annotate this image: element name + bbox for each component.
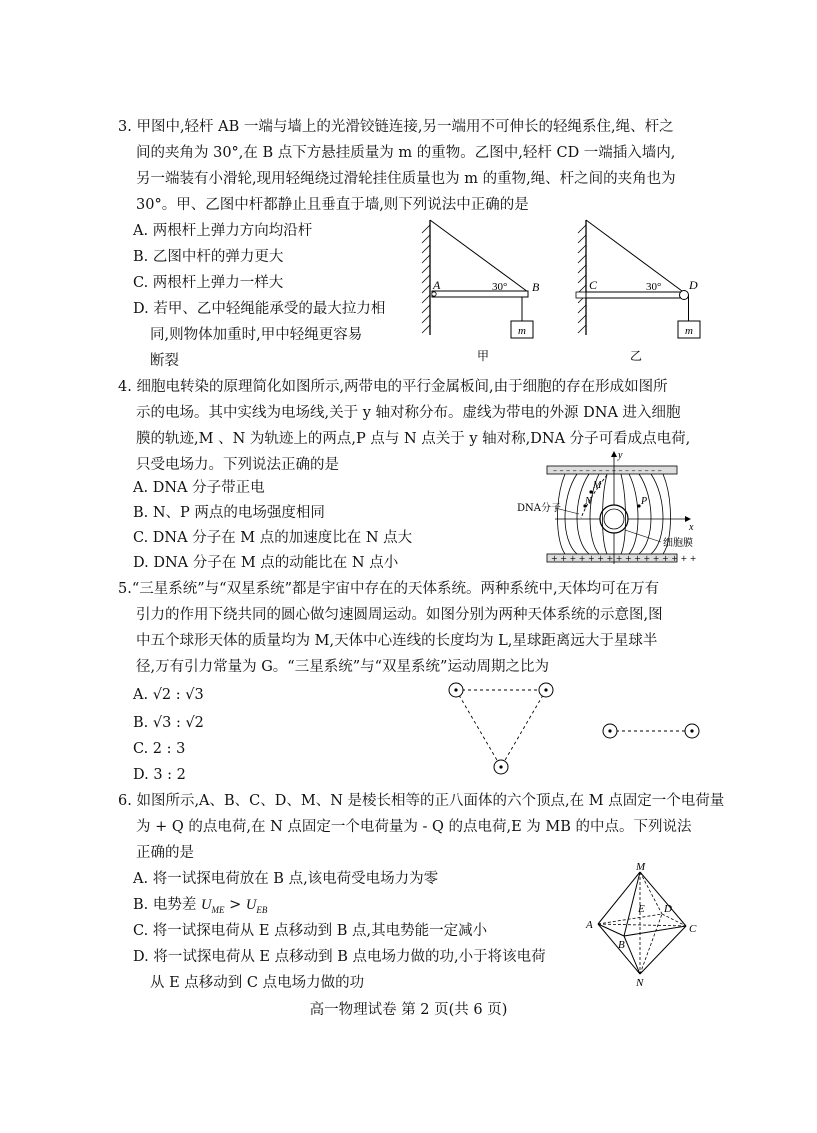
q3-jia-caption: 甲 xyxy=(477,349,490,363)
q6-optb-gt: > xyxy=(224,897,246,913)
q5-option-d: D. 3 : 2 xyxy=(133,767,186,783)
q3-yi-mass: m xyxy=(685,325,693,337)
q4-label-p: P xyxy=(641,496,648,507)
q3-jia-angle: 30° xyxy=(492,281,508,293)
q6-option-a: A. 将一试探电荷放在 B 点,该电荷受电场力为零 xyxy=(133,871,439,887)
q3-option-a: A. 两根杆上弹力方向均沿杆 xyxy=(133,223,313,239)
q6-optb-u1: U xyxy=(200,897,212,913)
q6-optb-u2: U xyxy=(245,897,257,913)
q5-line-4: 径,万有引力常量为 G。“三星系统”与“双星系统”运动周期之比为 xyxy=(136,659,549,675)
q3-option-d-1: D. 若甲、乙中轻绳能承受的最大拉力相 xyxy=(133,301,386,317)
q5-line-1: 5.“三星系统”与“双星系统”都是宇宙中存在的天体系统。两种系统中,天体均可在万有 xyxy=(118,581,660,597)
q4-label-y: y xyxy=(618,450,623,461)
q3-option-d-3: 断裂 xyxy=(150,353,179,369)
q4-line-2: 示的电场。其中实线为电场线,关于 y 轴对称分布。虚线为带电的外源 DNA 进入细胞 xyxy=(136,405,681,421)
q3-line-1: 3. 甲图中,轻杆 AB 一端与墙上的光滑铰链连接,另一端用不可伸长的轻绳系住,绳、杆之 xyxy=(118,119,674,135)
q3-line-2: 间的夹角为 30°,在 B 点下方悬挂质量为 m 的重物。乙图中,轻杆 CD 一端插入墙内, xyxy=(136,145,676,161)
q6-label-e: E xyxy=(638,903,645,915)
q6-label-d: D xyxy=(664,903,672,915)
q3-figure-yi xyxy=(568,215,708,365)
q6-label-c: C xyxy=(689,923,697,935)
q5-line-3: 中五个球形天体的质量均为 M,天体中心连线的长度均为 L,星球距离远大于星球半 xyxy=(136,633,658,649)
svg-text:+ + + + + + + + + + + + + + +: + + + + + + + + + + + + + + + + xyxy=(551,554,697,563)
q4-option-a: A. DNA 分子带正电 xyxy=(133,480,265,496)
svg-text:– – – – – – – – – – – – – – –: – – – – – – – – – – – – – – – – – xyxy=(553,466,662,475)
q3-line-3: 另一端装有小滑轮,现用轻绳绕过滑轮挂住质量也为 m 的重物,绳、杆之间的夹角也为 xyxy=(136,171,676,187)
q6-label-b: B xyxy=(618,939,625,951)
q4-label-x: x xyxy=(689,522,694,533)
q6-label-m: M xyxy=(636,862,646,873)
q6-option-b: B. 电势差 $U_{ME} > U_{EB}$ xyxy=(133,897,268,915)
q4-line-1: 4. 细胞电转染的原理简化如图所示,两带电的平行金属板间,由于细胞的存在形成如图所 xyxy=(118,379,668,395)
q5-option-a: A. √2 : √3 xyxy=(133,687,204,703)
q3-jia-label-a: A xyxy=(433,278,441,292)
q3-option-c: C. 两根杆上弹力一样大 xyxy=(133,275,284,291)
q6-line-3: 正确的是 xyxy=(136,845,194,861)
q6-optb-sub1: ME xyxy=(211,904,225,915)
q4-line-4: 只受电场力。下列说法正确的是 xyxy=(136,457,339,473)
q6-option-c: C. 将一试探电荷从 E 点移动到 B 点,其电势能一定减小 xyxy=(133,923,488,939)
q3-figure-jia xyxy=(412,215,552,365)
q6-figure-octahedron xyxy=(582,862,702,988)
q3-jia-label-b: B xyxy=(532,280,540,294)
q4-label-membrane: 细胞膜 xyxy=(663,538,693,549)
q6-label-n: N xyxy=(636,977,644,988)
q3-yi-label-d: D xyxy=(689,278,698,292)
q5-figure-star-systems xyxy=(440,676,710,780)
q3-yi-label-c: C xyxy=(589,278,598,292)
q4-figure-field xyxy=(515,448,705,570)
q4-option-b: B. N、P 两点的电场强度相同 xyxy=(133,505,325,521)
q4-option-d: D. DNA 分子在 M 点的动能比在 N 点小 xyxy=(133,555,399,571)
q3-option-d-2: 同,则物体加重时,甲中轻绳更容易 xyxy=(150,327,363,343)
q6-label-a: A xyxy=(586,919,593,931)
q4-option-c: C. DNA 分子在 M 点的加速度比在 N 点大 xyxy=(133,530,413,546)
q5-line-2: 引力的作用下绕共同的圆心做匀速圆周运动。如图分别为两种天体系统的示意图,图 xyxy=(136,607,663,623)
q6-line-1: 6. 如图所示,A、B、C、D、M、N 是棱长相等的正八面体的六个顶点,在 M 点固定一个电荷量 xyxy=(118,793,725,809)
q4-label-n: N xyxy=(585,496,592,507)
page-footer: 高一物理试卷 第 2 页(共 6 页) xyxy=(309,1002,508,1018)
q6-line-2: 为 + Q 的点电荷,在 N 点固定一个电荷量为 - Q 的点电荷,E 为 MB 的中点。下列说法 xyxy=(136,819,692,835)
q6-option-d-1: D. 将一试探电荷从 E 点移动到 B 点电场力做的功,小于将该电荷 xyxy=(133,949,546,965)
q4-label-m: M xyxy=(593,480,602,491)
q3-option-b: B. 乙图中杆的弹力更大 xyxy=(133,249,284,265)
q3-jia-mass: m xyxy=(518,325,526,337)
q5-option-c: C. 2 : 3 xyxy=(133,741,186,757)
q3-yi-caption: 乙 xyxy=(630,349,643,363)
q3-yi-angle: 30° xyxy=(646,281,662,293)
q6-optb-sub2: EB xyxy=(256,904,268,915)
q6-option-d-2: 从 E 点移动到 C 点电场力做的功 xyxy=(150,975,365,991)
q5-option-b: B. √3 : √2 xyxy=(133,715,204,731)
q4-label-dna: DNA分子 xyxy=(517,503,561,514)
q3-line-4: 30°。甲、乙图中杆都静止且垂直于墙,则下列说法中正确的是 xyxy=(136,197,529,213)
q4-line-3: 膜的轨迹,M 、N 为轨迹上的两点,P 点与 N 点关于 y 轴对称,DNA 分子可看成点电荷, xyxy=(136,431,691,447)
